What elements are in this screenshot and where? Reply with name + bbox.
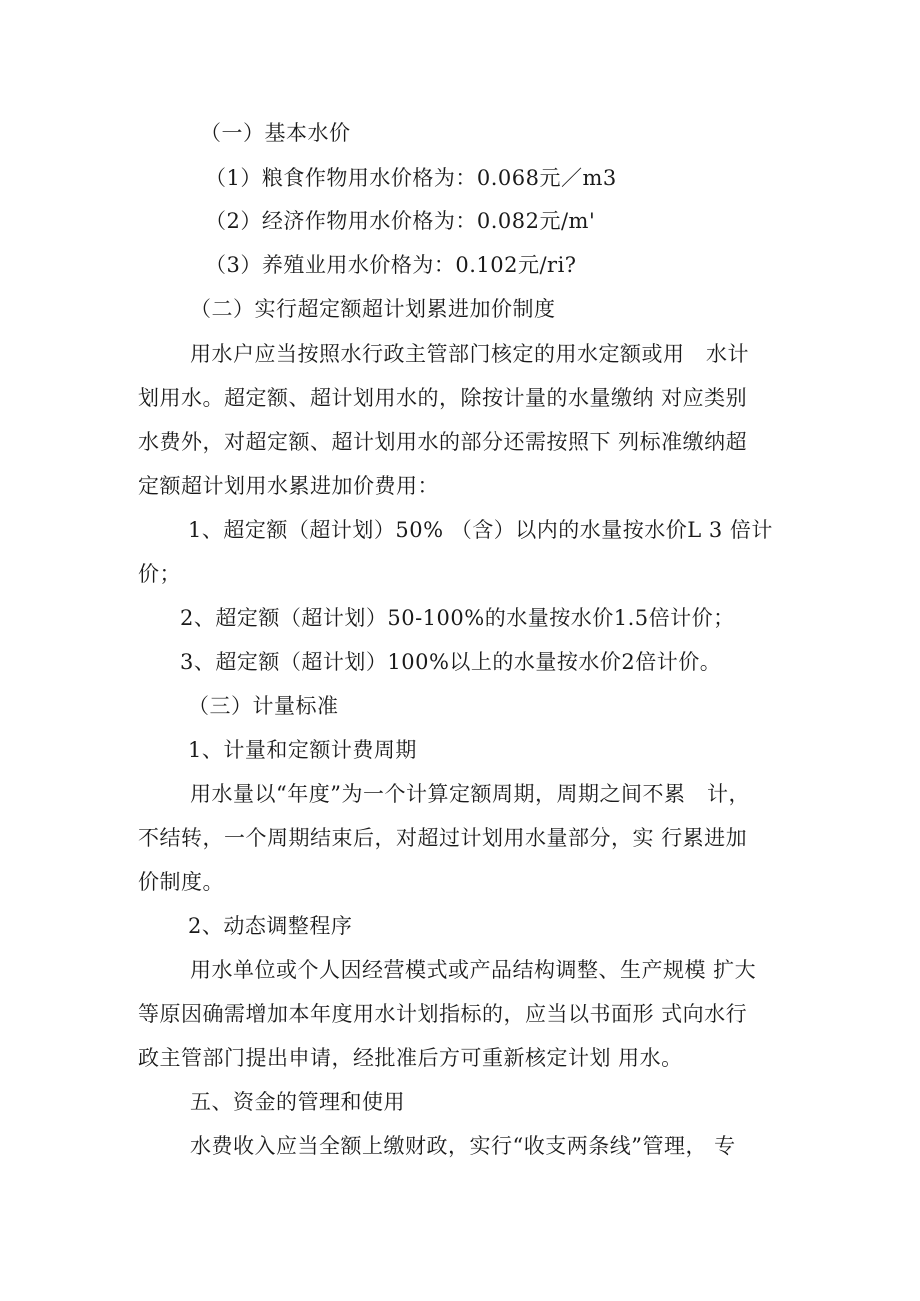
section-heading-funds: 五、资金的管理和使用 <box>190 1090 405 1114</box>
section-heading-progressive-pricing: （二）实行超定额超计划累进加价制度 <box>190 297 556 321</box>
rule-item-1-cont: 价； <box>138 562 181 586</box>
paragraph-line: 定额超计划用水累进加价费用： <box>138 474 439 498</box>
paragraph-line: 不结转，一个周期结束后，对超过计划用水量部分，实 行累进加 <box>138 826 748 850</box>
price-item-aquaculture: （3）养殖业用水价格为：0.102元/ri? <box>205 253 577 277</box>
rule-item-3: 3、超定额（超计划）100%以上的水量按水价2倍计价。 <box>180 650 722 674</box>
paragraph-line: 划用水。超定额、超计划用水的，除按计量的水量缴纳 对应类别 <box>138 386 748 410</box>
paragraph-line: 用水户应当按照水行政主管部门核定的用水定额或用 水计 <box>190 342 749 366</box>
paragraph-line: 水费收入应当全额上缴财政，实行“收支两条线”管理， 专 <box>190 1134 736 1158</box>
section-heading-metering: （三）计量标准 <box>188 694 339 718</box>
price-item-grain: （1）粮食作物用水价格为：0.068元／m3 <box>205 166 617 190</box>
subheading-dynamic-adjustment: 2、动态调整程序 <box>188 914 353 938</box>
paragraph-line: 政主管部门提出申请，经批准后方可重新核定计划 用水。 <box>138 1046 683 1070</box>
price-item-cash-crop: （2）经济作物用水价格为：0.082元/m' <box>205 209 596 233</box>
paragraph-line: 价制度。 <box>138 870 224 894</box>
subheading-billing-cycle: 1、计量和定额计费周期 <box>188 738 417 762</box>
paragraph-line: 用水量以“年度”为一个计算定额周期，周期之间不累 计， <box>190 782 750 806</box>
paragraph-line: 等原因确需增加本年度用水计划指标的，应当以书面形 式向水行 <box>138 1002 748 1026</box>
rule-item-1: 1、超定额（超计划）50% （含）以内的水量按水价L 3 倍计 <box>188 518 773 542</box>
rule-item-2: 2、超定额（超计划）50-100%的水量按水价1.5倍计价； <box>180 606 735 630</box>
paragraph-line: 水费外，对超定额、超计划用水的部分还需按照下 列标准缴纳超 <box>138 430 748 454</box>
paragraph-line: 用水单位或个人因经营模式或产品结构调整、生产规模 扩大 <box>190 958 757 982</box>
section-heading-basic-price: （一）基本水价 <box>200 121 351 145</box>
